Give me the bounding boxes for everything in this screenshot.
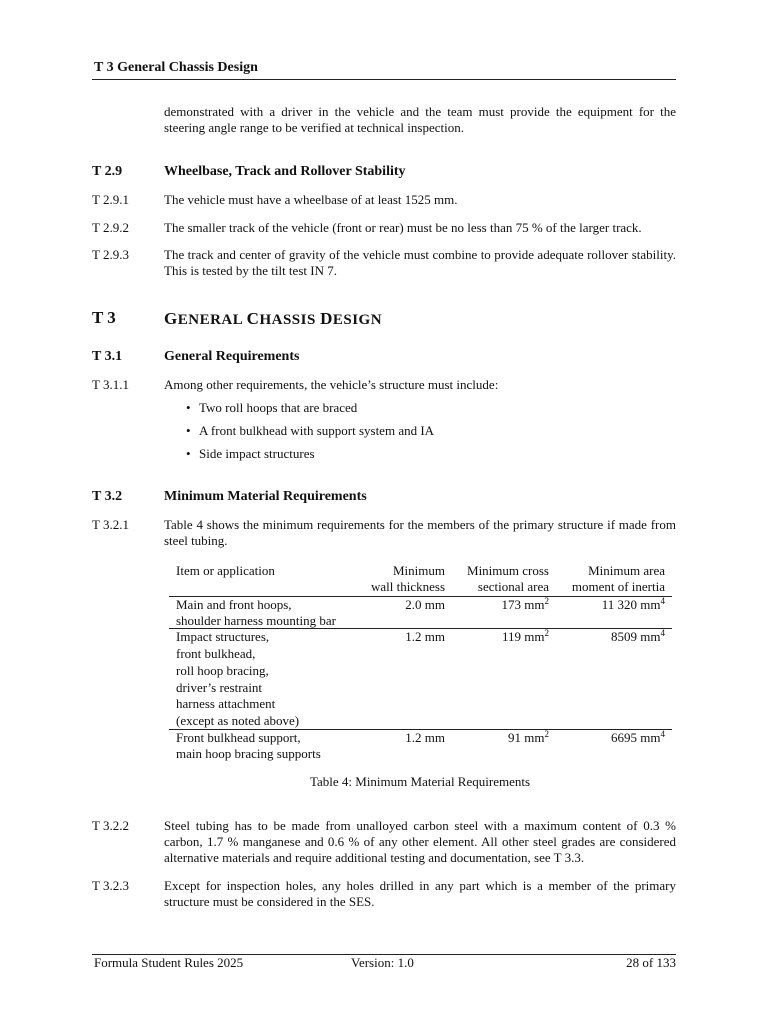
table-cell-inertia: 11 320 $mm^4$ xyxy=(601,596,665,612)
table-cell-item: shoulder harness mounting bar xyxy=(176,613,336,628)
table-cell-area: 119 $mm^2$ xyxy=(502,628,549,644)
section-number-t3-1: T 3.1 xyxy=(92,349,123,364)
chapter-number: T 3 xyxy=(92,308,116,327)
table-cell-item: Impact structures, xyxy=(176,629,270,644)
table-cell-item: (except as noted above) xyxy=(176,713,300,728)
rule-number: T 3.1.1 xyxy=(92,377,129,392)
table-cell-item: roll hoop bracing, xyxy=(176,663,269,678)
table-header-wall: Minimum xyxy=(392,563,445,578)
footer-document-title: Formula Student Rules 2025 xyxy=(94,955,244,970)
table-header-wall-2: wall thickness xyxy=(370,579,445,594)
table-cell-wall: 2.0 mm xyxy=(405,597,445,612)
table-header-inertia-2: moment of inertia xyxy=(571,579,665,594)
section-title-t3-2: Minimum Material Requirements xyxy=(164,489,367,504)
section-title-t3-1: General Requirements xyxy=(164,349,300,364)
list-item: • A front bulkhead with support system and IA xyxy=(187,423,422,439)
rule-number: T 3.2.3 xyxy=(92,878,129,893)
rule-text: Steel tubing has to be made from unalloyed carbon steel with a maximum content of 0.3 % carbon, 1.7 % manganese and 0.6 % of any other element. All other steel grades are considered alternative materials and require additional testing and documentation, see T 3.3. xyxy=(164,818,676,865)
table-cell-wall: 1.2 mm xyxy=(405,730,445,745)
rule-number: T 3.2.2 xyxy=(92,818,129,833)
table-header-area: Minimum cross xyxy=(467,563,549,578)
table-cell-item: Front bulkhead support, xyxy=(176,730,301,745)
table-header-inertia: Minimum area xyxy=(588,563,665,578)
chapter-title: GENERAL CHASSIS DESIGN xyxy=(164,309,383,328)
table-cell-item: Main and front hoops, xyxy=(176,597,292,612)
rule-text: The smaller track of the vehicle (front or rear) must be no less than 75 % of the larger track. xyxy=(164,220,642,235)
rule-number: T 3.2.1 xyxy=(92,517,129,532)
section-number-t2-9: T 2.9 xyxy=(92,164,123,179)
rule-text: The vehicle must have a wheelbase of at least 1525 mm. xyxy=(164,192,458,207)
rule-text: Among other requirements, the vehicle’s structure must include: xyxy=(164,377,499,392)
table-cell-item: main hoop bracing supports xyxy=(176,746,321,761)
running-header: T 3 General Chassis Design xyxy=(94,60,258,75)
table-cell-wall: 1.2 mm xyxy=(405,629,445,644)
table-cell-inertia: 8509 $mm^4$ xyxy=(611,628,665,644)
table-cell-inertia: 6695 $mm^4$ xyxy=(611,729,665,745)
table-cell-item: front bulkhead, xyxy=(176,646,256,661)
table-cell-area: 91 $mm^2$ xyxy=(508,729,549,745)
rule-number: T 2.9.1 xyxy=(92,192,129,207)
rule-number: T 2.9.2 xyxy=(92,220,129,235)
table-cell-area: 173 $mm^2$ xyxy=(501,596,549,612)
intro-paragraph: demonstrated with a driver in the vehicle and the team must provide the equipment for the steering angle range to be verified at technical inspection. xyxy=(164,104,676,135)
table-caption: Table 4: Minimum Material Requirements xyxy=(309,774,531,789)
rule-text: The track and center of gravity of the vehicle must combine to provide adequate rollover stability. This is tested by the tilt test IN 7. xyxy=(164,247,676,278)
header-rule xyxy=(92,79,676,80)
footer-page-number: 28 of 133 xyxy=(626,955,676,970)
table-header-item: Item or application xyxy=(176,563,275,578)
table-cell-item: driver’s restraint xyxy=(176,680,263,695)
list-item: • Two roll hoops that are braced xyxy=(187,400,345,416)
section-title-t2-9: Wheelbase, Track and Rollover Stability xyxy=(164,164,406,179)
rule-number: T 2.9.3 xyxy=(92,247,129,262)
table-cell-item: harness attachment xyxy=(176,696,276,711)
section-number-t3-2: T 3.2 xyxy=(92,489,123,504)
rule-text: Table 4 shows the minimum requirements for the members of the primary structure if made from steel tubing. xyxy=(164,517,676,548)
footer-version: Version: 1.0 xyxy=(351,955,414,970)
list-item: • Side impact structures xyxy=(187,446,303,462)
table-header-area-2: sectional area xyxy=(477,579,549,594)
rule-text: Except for inspection holes, any holes drilled in any part which is a member of the primary structure must be considered in the SES. xyxy=(164,878,676,909)
